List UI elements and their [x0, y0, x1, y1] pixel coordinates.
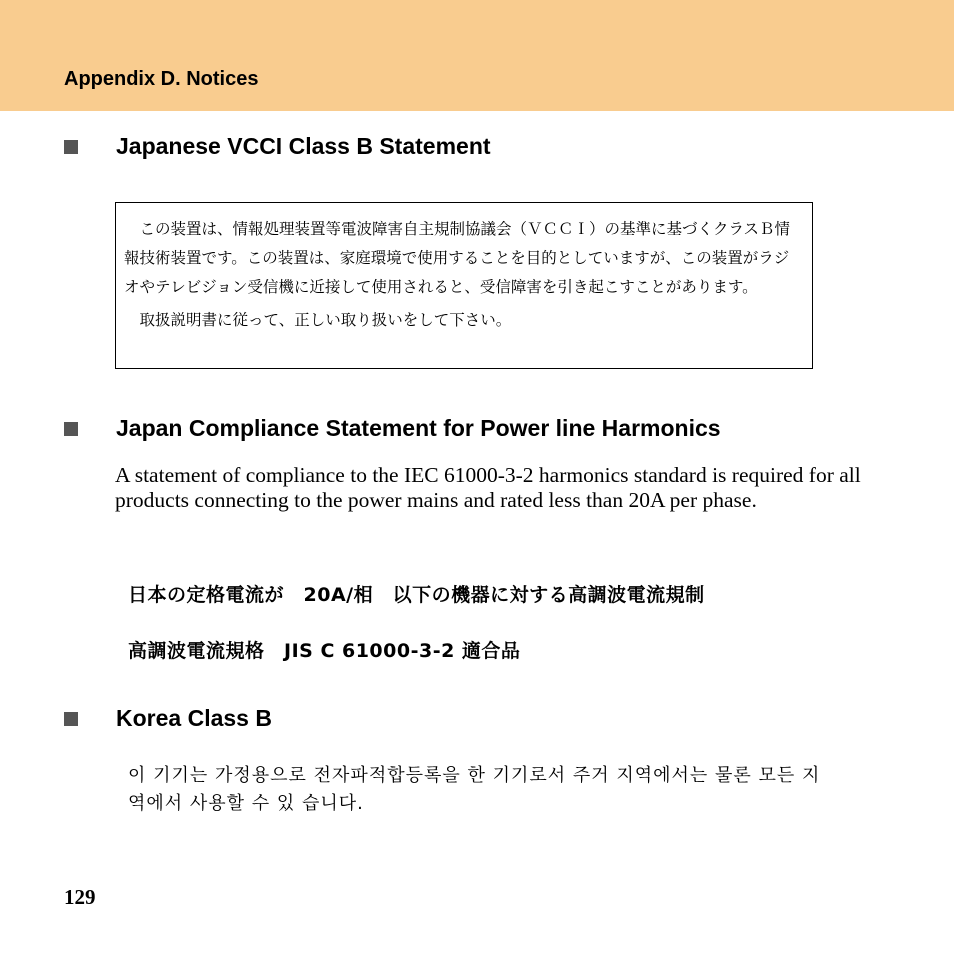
square-bullet-icon	[64, 712, 78, 726]
section-heading-vcci	[64, 133, 491, 160]
section-heading-text: Japan Compliance Statement for Power line Harmonics	[116, 415, 721, 441]
harmonics-statement: A statement of compliance to the IEC 61000-3-2 harmonics standard is required for all products connecting to the power mains and rated less than 20A per phase.	[115, 463, 861, 512]
harmonics-japanese-line-2: 高調波電流規格 JIS C 61000-3-2 適合品	[128, 640, 521, 662]
section-heading-korea	[64, 705, 272, 732]
section-heading-text: Korea Class B	[116, 705, 272, 731]
harmonics-japanese-line-1: 日本の定格電流が 20A/相 以下の機器に対する高調波電流規制	[128, 584, 705, 606]
section-heading-harmonics	[64, 415, 721, 442]
korea-statement: 이 기기는 가정용으로 전자파적합등록을 한 기기로서 주거 지역에서는 물론 모든 지역에서 사용할 수 있 습니다.	[128, 765, 821, 814]
page-number: 129	[64, 885, 96, 909]
section-heading-text: Japanese VCCI Class B Statement	[116, 133, 491, 159]
header-band	[0, 0, 954, 111]
vcci-statement-box	[115, 202, 813, 369]
vcci-paragraph-1: この装置は、情報処理装置等電波障害自主規制協議会（ＶＣＣＩ）の基準に基づくクラスＢ情報技術装置です。この装置は、家庭環境で使用することを目的としていますが、この装置がラジオやテレビジョン受信機に近接して使用されると、受信障害を引き起こすことがあります。	[124, 220, 791, 296]
page-header-title: Appendix D. Notices	[64, 68, 259, 90]
square-bullet-icon	[64, 422, 78, 436]
vcci-paragraph-2: 取扱説明書に従って、正しい取り扱いをして下さい。	[139, 311, 512, 329]
square-bullet-icon	[64, 140, 78, 154]
